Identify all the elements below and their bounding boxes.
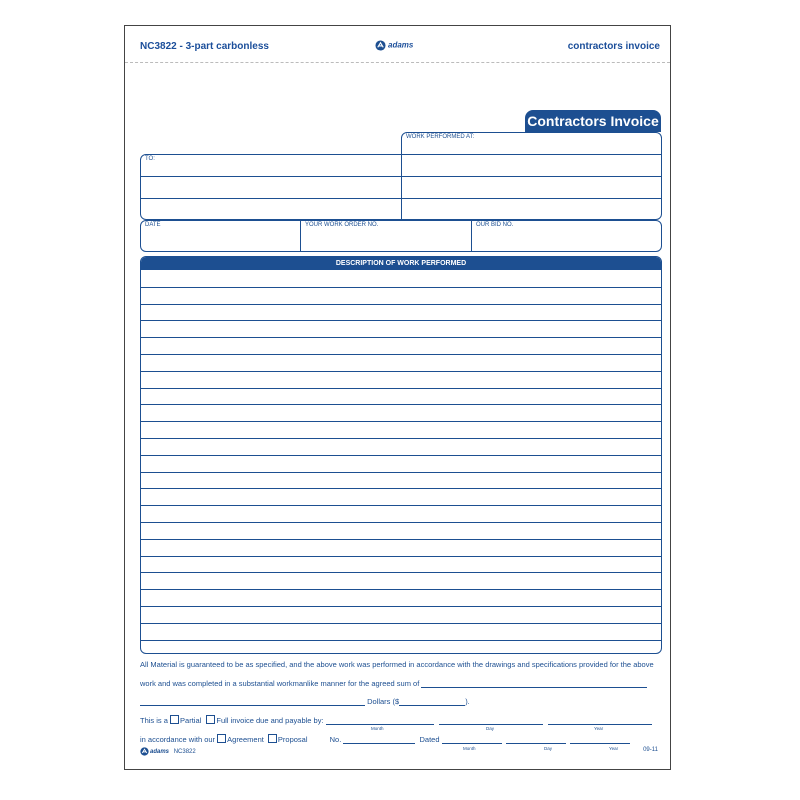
adams-logo-icon [140, 747, 149, 756]
dated-day-caption: Day [544, 746, 553, 751]
dollars-amount-field[interactable] [399, 696, 465, 706]
accordance-label: in accordance with our [140, 735, 216, 744]
dated-month-caption: Month [463, 746, 476, 751]
terms-line-2-text: work and was completed in a substantial workmanlike manner for the agreed sum of [140, 679, 420, 688]
footer-brand [140, 747, 196, 756]
work-at-line [402, 198, 661, 199]
brand-logo [375, 40, 413, 51]
description-rule-line [141, 421, 661, 422]
work-performed-at-label: WORK PERFORMED AT: [406, 134, 475, 140]
description-rule-line [141, 320, 661, 321]
full-invoice-checkbox[interactable] [206, 715, 215, 724]
proposal-checkbox[interactable] [268, 734, 277, 743]
description-rule-line [141, 505, 661, 506]
work-order-field[interactable] [300, 220, 472, 252]
work-at-line [402, 176, 661, 177]
description-rule-line [141, 472, 661, 473]
description-box[interactable] [140, 256, 662, 654]
to-label: TO: [145, 156, 155, 162]
due-day-field[interactable] [439, 715, 543, 725]
partial-label: Partial [180, 716, 202, 725]
to-line [141, 176, 401, 177]
agreement-checkbox[interactable] [217, 734, 226, 743]
payment-line [140, 715, 652, 725]
description-rule-line [141, 438, 661, 439]
invoice-form-sheet [124, 25, 671, 770]
description-rule-line [141, 388, 661, 389]
terms-line-2 [140, 678, 647, 688]
revision-code: 09-11 [643, 747, 658, 753]
description-rule-line [141, 522, 661, 523]
brand-name: adams [388, 40, 414, 50]
description-rule-line [141, 488, 661, 489]
description-rule-line [141, 287, 661, 288]
bid-field[interactable] [471, 220, 662, 252]
description-rule-line [141, 404, 661, 405]
no-label: No. [329, 735, 342, 744]
dated-label: Dated [419, 735, 440, 744]
description-rule-line [141, 589, 661, 590]
agreed-sum-field[interactable] [421, 678, 647, 688]
description-rule-line [141, 623, 661, 624]
description-rule-line [141, 455, 661, 456]
due-month-field[interactable] [326, 715, 434, 725]
footer-brand-name: adams [150, 749, 170, 756]
proposal-label: Proposal [277, 735, 308, 744]
perforation-line [125, 62, 670, 63]
bid-label: OUR BID NO. [476, 222, 514, 228]
date-label: DATE [145, 222, 161, 228]
due-year-caption: Year [594, 726, 604, 731]
dollars-line [140, 696, 470, 706]
description-rule-line [141, 640, 661, 641]
due-month-caption: Month [371, 726, 384, 731]
to-line [141, 198, 401, 199]
form-title: Contractors Invoice [525, 110, 661, 132]
to-box[interactable] [140, 154, 402, 220]
partial-checkbox[interactable] [170, 715, 179, 724]
description-rule-line [141, 539, 661, 540]
due-day-caption: Day [486, 726, 495, 731]
dated-month-field[interactable] [442, 734, 502, 744]
dollars-end: ). [465, 697, 470, 706]
dated-year-caption: Year [609, 746, 619, 751]
form-type-label: contractors invoice [567, 41, 660, 52]
description-rule-line [141, 337, 661, 338]
top-bar [125, 26, 670, 60]
accordance-line [140, 734, 630, 744]
agreement-label: Agreement [227, 735, 264, 744]
description-rule-line [141, 572, 661, 573]
date-field[interactable] [140, 220, 301, 252]
footer-code: NC3822 [173, 749, 196, 756]
terms-line-1: All Material is guaranteed to be as specified, and the above work was performed in accordance with the drawings and specifications provided for the above [140, 660, 654, 669]
due-year-field[interactable] [548, 715, 652, 725]
dollars-words-field[interactable] [140, 696, 365, 706]
dated-year-field[interactable] [570, 734, 630, 744]
full-invoice-label: Full invoice due and payable by: [216, 716, 324, 725]
description-rule-line [141, 556, 661, 557]
work-performed-at-box[interactable] [401, 132, 662, 220]
this-is-a-label: This is a [140, 716, 168, 725]
description-rule-line [141, 304, 661, 305]
work-at-line [402, 154, 661, 155]
adams-logo-icon [375, 40, 386, 51]
description-rule-line [141, 371, 661, 372]
description-rule-line [141, 606, 661, 607]
description-rule-line [141, 354, 661, 355]
contract-no-field[interactable] [343, 734, 415, 744]
dated-day-field[interactable] [506, 734, 566, 744]
sku-label: NC3822 - 3-part carbonless [140, 41, 269, 52]
description-header: DESCRIPTION OF WORK PERFORMED [141, 257, 661, 270]
work-order-label: YOUR WORK ORDER NO. [305, 222, 379, 228]
dollars-label: Dollars ($ [367, 697, 400, 706]
